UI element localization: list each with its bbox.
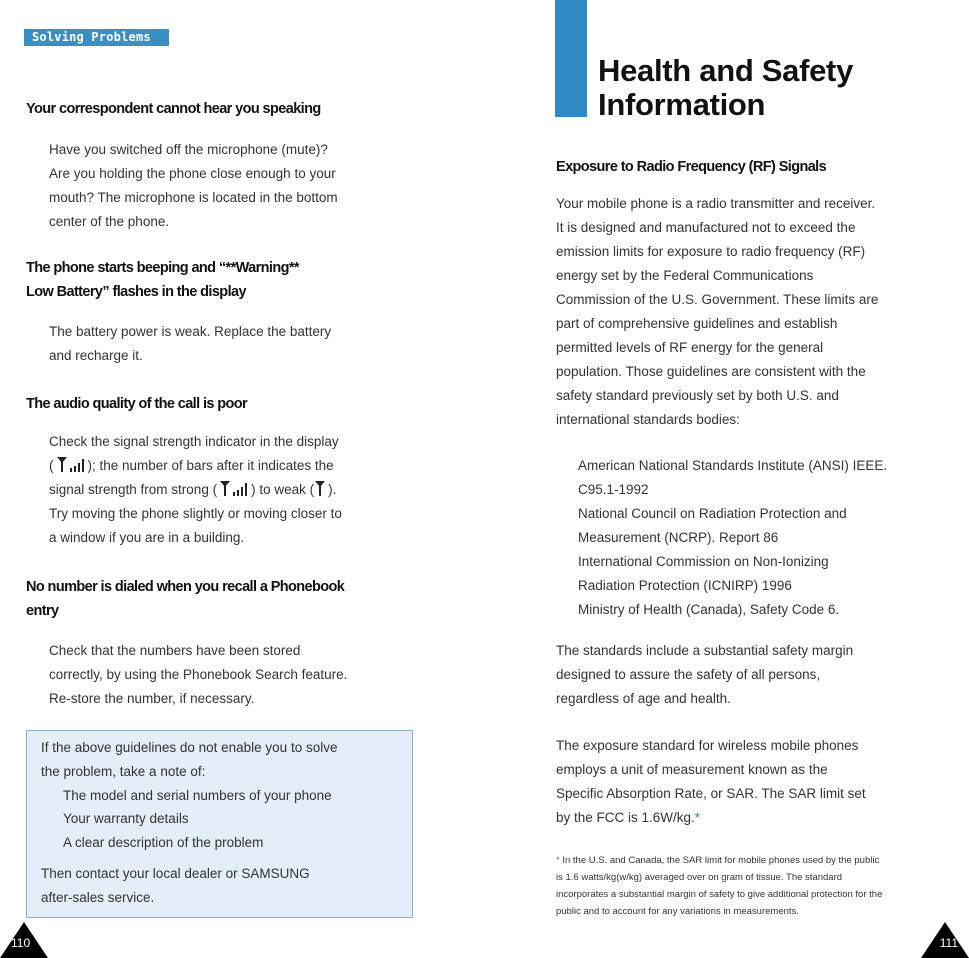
paragraph-rf-intro: Your mobile phone is a radio transmitter and receiver. It is designed and manufactured not to exceed the emission limits for exposure to radio frequency (RF) energy set by the Federal Communications Commission of the U.S. Government. These limits are part of comprehensive guidelines and establish permitted levels of RF energy for the general population. Those guidelines are consistent with the safety standard previously set by both U.S. and international standards bodies: [556, 196, 879, 427]
list-item: C95.1-1992 [578, 482, 649, 497]
heading-phonebook: No number is dialed when you recall a Phonebook entry [26, 579, 345, 619]
signal-full-icon [54, 456, 88, 472]
note-item: Your warranty details [63, 811, 189, 826]
list-item: Ministry of Health (Canada), Safety Code 6. [578, 602, 840, 617]
heading-rf-exposure: Exposure to Radio Frequency (RF) Signals [556, 159, 827, 175]
paragraph-safety-margin: The standards include a substantial safety margin designed to assure the safety of all persons, regardless of age and health. [556, 643, 854, 706]
list-item: American National Standards Institute (ANSI) IEEE. [578, 458, 888, 473]
signal-weak-icon [314, 480, 328, 496]
heading-correspondent: Your correspondent cannot hear you speaking [26, 101, 321, 117]
page-title: Health and Safety Information [598, 53, 854, 122]
paragraph-microphone: Have you switched off the microphone (mute)? Are you holding the phone close enough to your mouth? The microphone is located in the bottom center of the phone. [49, 142, 338, 229]
list-item: Measurement (NCRP). Report 86 [578, 530, 779, 545]
note-box: If the above guidelines do not enable you to solve the problem, take a note of: The model and serial numbers of your phone Your warranty details A clear description of the problem Then contact your local dealer or SAMSUNG after-sales service. [26, 730, 413, 918]
signal-strong-icon [217, 480, 251, 496]
paragraph-battery: The battery power is weak. Replace the battery and recharge it. [49, 324, 332, 363]
footnote: * In the U.S. and Canada, the SAR limit for mobile phones used by the public is 1.6 watts/kg(w/kg) averaged over on gram of tissue. The standard incorporates a substantial margin of safety to give additional protection for the public and to account for any variations in measurements. [556, 855, 883, 917]
heading-battery-warning: The phone starts beeping and “**Warning** Low Battery” flashes in the display [26, 260, 299, 300]
standards-list [578, 454, 887, 622]
paragraph-sar: The exposure standard for wireless mobile phones employs a unit of measurement known as the Specific Absorption Rate, or SAR. The SAR limit set by the FCC is 1.6W/kg.* [556, 738, 866, 825]
note-item: The model and serial numbers of your phone [63, 788, 332, 803]
section-tab: Solving Problems [24, 29, 169, 46]
page-number: 111 [939, 936, 958, 950]
note-item: A clear description of the problem [63, 835, 264, 850]
page-number: 110 [11, 936, 31, 950]
heading-audio-quality: The audio quality of the call is poor [26, 396, 248, 412]
left-page [0, 0, 484, 958]
right-page [484, 0, 969, 958]
paragraph-signal: Check the signal strength indicator in the display ( ); the number of bars after it indicates the signal strength from strong ( ) to weak ( ). Try moving the phone slightly or moving closer to a window if you are in a building. [49, 434, 342, 545]
list-item: International Commission on Non-Ionizing [578, 554, 829, 569]
title-accent-bar [555, 0, 587, 117]
list-item: Radiation Protection (ICNIRP) 1996 [578, 578, 792, 593]
list-item: National Council on Radiation Protection and [578, 506, 847, 521]
paragraph-phonebook: Check that the numbers have been stored correctly, by using the Phonebook Search feature. Re-store the number, if necessary. [49, 643, 348, 706]
